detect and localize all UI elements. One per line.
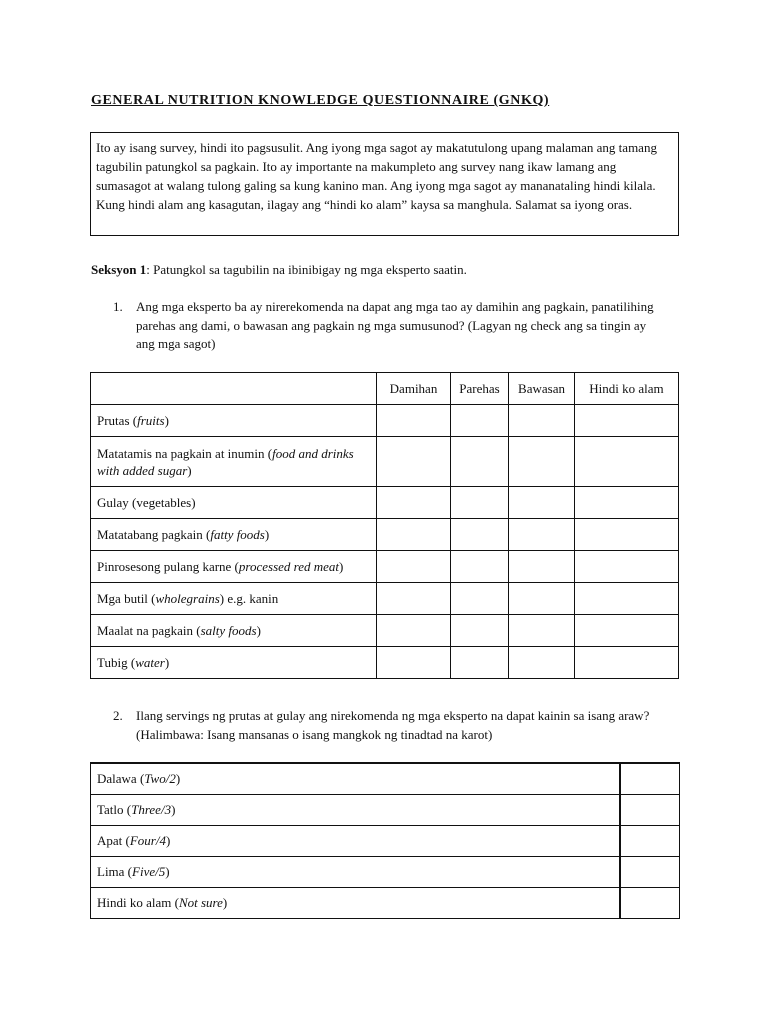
checkbox-cell[interactable] — [575, 551, 679, 583]
checkbox-cell[interactable] — [509, 405, 575, 437]
row-label — [91, 826, 620, 857]
checkbox-cell[interactable] — [377, 647, 451, 679]
checkbox-cell[interactable] — [620, 795, 680, 826]
checkbox-cell[interactable] — [509, 615, 575, 647]
table-row — [91, 519, 679, 551]
row-label — [91, 437, 377, 487]
label-close: ) e.g. kanin — [219, 591, 279, 606]
label-text: Tatlo ( — [97, 802, 132, 817]
checkbox-cell[interactable] — [575, 487, 679, 519]
row-label — [91, 763, 620, 795]
checkbox-cell[interactable] — [575, 583, 679, 615]
row-label — [91, 405, 377, 437]
label-close: ) — [164, 413, 169, 428]
label-close: ) — [256, 623, 261, 638]
question-2 — [113, 707, 673, 747]
option-row — [91, 826, 680, 857]
page-title: GENERAL NUTRITION KNOWLEDGE QUESTIONNAIRE (GNKQ) — [91, 93, 550, 108]
checkbox-cell[interactable] — [620, 888, 680, 919]
label-text: Matatabang pagkain ( — [97, 527, 211, 542]
label-english: salty foods — [200, 623, 257, 638]
row-label — [91, 583, 377, 615]
checkbox-cell[interactable] — [377, 551, 451, 583]
label-close: ) — [339, 559, 344, 574]
option-row — [91, 763, 680, 795]
checkbox-cell[interactable] — [509, 583, 575, 615]
checkbox-cell[interactable] — [377, 405, 451, 437]
table-row — [91, 405, 679, 437]
label-text: Mga butil ( — [97, 591, 156, 606]
label-text: Maalat na pagkain ( — [97, 623, 201, 638]
row-label — [91, 647, 377, 679]
column-header: Damihan — [377, 373, 451, 405]
label-english: food and drinks with added sugar — [97, 445, 354, 478]
section-label: Seksyon 1 — [91, 262, 147, 277]
checkbox-cell[interactable] — [509, 551, 575, 583]
checkbox-cell[interactable] — [377, 519, 451, 551]
label-close: ) — [165, 833, 171, 848]
row-label — [91, 795, 620, 826]
intro-text: Ito ay isang survey, hindi ito pagsusulit. Ang iyong mga sagot ay makatutulong upang malaman ang tamang tagubilin patungkol sa pagkain. Ito ay importante na makumpleto ang survey nang ikaw lamang ang sumasagot at walang tulong galing sa kung kanino man. Ang iyong mga sagot ay mananataling hindi kilala. Kung hindi alam ang kasagutan, ilagay ang “hindi ko alam” kaysa sa manghula. Salamat sa iyong oras. — [96, 140, 657, 212]
label-english: wholegrains — [155, 591, 220, 606]
column-header: Parehas — [451, 373, 509, 405]
row-label — [91, 487, 377, 519]
checkbox-cell[interactable] — [575, 615, 679, 647]
label-english: processed red meat — [238, 559, 340, 574]
label-english: fatty foods — [210, 527, 265, 542]
label-text: Gulay (vegetables) — [97, 495, 196, 510]
label-english: water — [135, 655, 165, 670]
option-row — [91, 795, 680, 826]
table-row — [91, 437, 679, 487]
table-row — [91, 487, 679, 519]
checkbox-cell[interactable] — [620, 857, 680, 888]
checkbox-cell[interactable] — [620, 763, 680, 795]
label-text: Hindi ko alam ( — [97, 895, 179, 910]
label-text: Lima ( — [97, 864, 133, 879]
label-text: Matatamis na pagkain at inumin ( — [97, 445, 273, 461]
label-close: ) — [171, 802, 176, 817]
question-1-table — [90, 372, 679, 679]
checkbox-cell[interactable] — [451, 437, 509, 487]
option-row — [91, 857, 680, 888]
section-heading — [91, 262, 467, 278]
checkbox-cell[interactable] — [451, 519, 509, 551]
checkbox-cell[interactable] — [575, 405, 679, 437]
label-close: ) — [165, 864, 170, 879]
checkbox-cell[interactable] — [509, 647, 575, 679]
label-text: Pinrosesong pulang karne ( — [97, 559, 239, 574]
label-close: ) — [222, 895, 228, 910]
checkbox-cell[interactable] — [575, 647, 679, 679]
checkbox-cell[interactable] — [451, 615, 509, 647]
question-text: Ang mga eksperto ba ay nirerekomenda na dapat ang mga tao ay damihin ang pagkain, panatilihing parehas ang dami, o bawasan ang pagkain ng mga sumusunod? (Lagyan ng check ang sa tingin ay ang mga sagot) — [136, 299, 654, 351]
table-row — [91, 615, 679, 647]
column-header: Bawasan — [509, 373, 575, 405]
option-row — [91, 888, 680, 919]
checkbox-cell[interactable] — [575, 519, 679, 551]
label-close: ) — [264, 527, 270, 542]
label-text: Apat ( — [97, 833, 130, 848]
checkbox-cell[interactable] — [509, 487, 575, 519]
intro-box — [90, 132, 679, 236]
checkbox-cell[interactable] — [451, 405, 509, 437]
question-number: 2. — [113, 708, 123, 723]
row-label — [91, 551, 377, 583]
section-text: : Patungkol sa tagubilin na ibinibigay ng mga eksperto saatin. — [146, 262, 467, 277]
row-label — [91, 519, 377, 551]
checkbox-cell[interactable] — [377, 437, 451, 487]
label-text: Tubig ( — [97, 655, 136, 670]
label-english: Five/5 — [132, 864, 166, 879]
question-text: Ilang servings ng prutas at gulay ang nirekomenda ng mga eksperto na dapat kainin sa isang araw? (Halimbawa: Isang mansanas o isang mangkok ng tinadtad na karot) — [136, 708, 650, 742]
table-row — [91, 583, 679, 615]
table-row — [91, 551, 679, 583]
checkbox-cell[interactable] — [377, 583, 451, 615]
checkbox-cell[interactable] — [451, 487, 509, 519]
question-2-table — [90, 762, 680, 919]
row-label — [91, 615, 377, 647]
row-label — [91, 888, 620, 919]
label-english: Four/4 — [129, 833, 166, 848]
checkbox-cell[interactable] — [377, 487, 451, 519]
checkbox-cell[interactable] — [509, 519, 575, 551]
label-text: Prutas ( — [97, 413, 138, 428]
question-number: 1. — [113, 299, 123, 314]
checkbox-cell[interactable] — [620, 826, 680, 857]
checkbox-cell[interactable] — [451, 583, 509, 615]
label-english: Two/2 — [144, 771, 176, 786]
question-1 — [113, 298, 673, 354]
checkbox-cell[interactable] — [451, 551, 509, 583]
checkbox-cell[interactable] — [575, 437, 679, 487]
checkbox-cell[interactable] — [451, 647, 509, 679]
table-header-row — [91, 373, 679, 405]
label-text: Dalawa ( — [97, 771, 145, 786]
row-label — [91, 857, 620, 888]
header-blank — [91, 373, 377, 405]
label-english: fruits — [137, 413, 165, 428]
label-close: ) — [164, 655, 170, 670]
checkbox-cell[interactable] — [509, 437, 575, 487]
column-header: Hindi ko alam — [575, 373, 679, 405]
checkbox-cell[interactable] — [377, 615, 451, 647]
table-row — [91, 647, 679, 679]
label-close: ) — [175, 771, 181, 786]
label-close: ) — [187, 462, 192, 478]
label-english: Three/3 — [131, 802, 172, 817]
label-english: Not sure — [178, 895, 223, 910]
